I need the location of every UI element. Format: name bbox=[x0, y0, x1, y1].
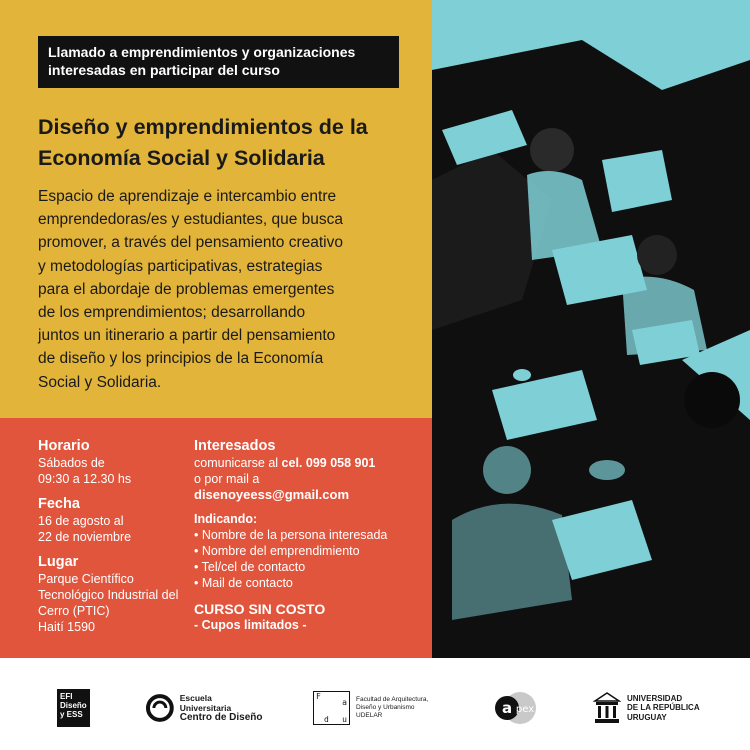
apex-mark bbox=[493, 688, 538, 728]
horario-line-1: Sábados de bbox=[38, 456, 105, 470]
desc-line: emprendedoras/es y estudiantes, que busca bbox=[38, 211, 344, 229]
workshop-photo-graphic bbox=[432, 0, 750, 658]
indicando-label: Indicando: bbox=[194, 512, 258, 526]
fecha-line-1: 16 de agosto al bbox=[38, 514, 124, 528]
schedule-column bbox=[38, 437, 198, 635]
list-item: • Nombre de la persona interesada bbox=[194, 527, 430, 543]
desc-line: promover, a través del pensamiento creativo bbox=[38, 234, 343, 252]
contact-column bbox=[194, 437, 430, 633]
lugar-label: Lugar bbox=[38, 554, 79, 570]
title-line-1: Diseño y emprendimientos de la bbox=[38, 115, 368, 139]
cost-subtitle: - Cupos limitados - bbox=[194, 618, 307, 632]
banner-line-2: interesadas en participar del curso bbox=[48, 62, 280, 78]
udelar-line-2: DE LA REPÚBLICA bbox=[627, 703, 700, 713]
apex-letter: a bbox=[501, 699, 513, 717]
fadu-line-1: Facultad de Arquitectura, bbox=[356, 696, 429, 703]
desc-line: de diseño y los principios de la Economía bbox=[38, 350, 324, 368]
intro-panel bbox=[0, 0, 432, 418]
efi-line-2: Diseño bbox=[60, 701, 87, 710]
fadu-letter: u bbox=[342, 715, 347, 724]
email-address[interactable]: disenoyeess@gmail.com bbox=[194, 487, 350, 502]
banner-line-1: Llamado a emprendimientos y organizaciones bbox=[48, 44, 356, 60]
fecha-line-2: 22 de noviembre bbox=[38, 530, 132, 544]
udelar-name bbox=[627, 694, 700, 723]
desc-line: para el abordaje de problemas emergentes bbox=[38, 280, 335, 298]
lugar-line-2: Tecnológico Industrial del bbox=[38, 588, 179, 602]
course-title bbox=[38, 112, 418, 174]
desc-line: Social y Solidaria. bbox=[38, 373, 162, 391]
eucd-circle-icon bbox=[145, 693, 175, 723]
desc-line: de los emprendimientos; desarrollando bbox=[38, 304, 306, 322]
efi-line-3: y ESS bbox=[60, 710, 83, 719]
horario-line-2: 09:30 a 12.30 hs bbox=[38, 472, 132, 486]
desc-line: Espacio de aprendizaje e intercambio entre bbox=[38, 188, 337, 205]
list-item: • Mail de contacto bbox=[194, 575, 430, 591]
desc-line: juntos un itinerario a partir del pensamiento bbox=[38, 327, 336, 345]
required-info-list bbox=[194, 527, 430, 591]
fadu-name bbox=[356, 696, 428, 720]
workshop-photo bbox=[432, 0, 750, 658]
horario-label: Horario bbox=[38, 438, 90, 454]
cost-title: CURSO SIN COSTO bbox=[194, 601, 326, 617]
fadu-letter: F bbox=[316, 692, 321, 701]
fecha-label: Fecha bbox=[38, 496, 80, 512]
efi-line-1: EFI bbox=[60, 692, 73, 701]
interesados-label: Interesados bbox=[194, 438, 276, 454]
fadu-line-3: UDELAR bbox=[356, 712, 383, 719]
udelar-line-3: URUGUAY bbox=[627, 712, 667, 722]
apex-text: pex bbox=[515, 704, 535, 715]
efi-logo bbox=[57, 689, 90, 727]
contact-line bbox=[194, 455, 430, 471]
apex-logo bbox=[493, 688, 538, 728]
eucd-name bbox=[180, 693, 265, 723]
fadu-line-2: Diseño y Urbanismo bbox=[356, 704, 415, 711]
list-item: • Tel/cel de contacto bbox=[194, 559, 430, 575]
desc-line: y metodologías participativas, estrategias bbox=[38, 257, 323, 275]
udelar-building-icon bbox=[593, 691, 621, 725]
udelar-line-1: UNIVERSIDAD bbox=[627, 693, 683, 703]
udelar-logo bbox=[593, 688, 703, 728]
list-item: • Nombre del emprendimiento bbox=[194, 543, 430, 559]
fadu-letter: d bbox=[324, 715, 329, 724]
course-description bbox=[38, 185, 423, 394]
eucd-line-1: Escuela Universitaria bbox=[179, 693, 232, 713]
phone-number[interactable]: cel. 099 058 901 bbox=[281, 456, 376, 470]
contact-prefix: comunicarse al bbox=[194, 456, 282, 470]
mail-prefix: o por mail a bbox=[194, 472, 260, 486]
eucd-logo bbox=[145, 688, 265, 728]
fadu-logo bbox=[313, 688, 453, 728]
title-line-2: Economía Social y Solidaria bbox=[38, 146, 325, 170]
call-banner bbox=[38, 36, 399, 88]
lugar-line-4: Haití 1590 bbox=[38, 620, 95, 634]
lugar-line-3: Cerro (PTIC) bbox=[38, 604, 110, 618]
fadu-letter: a bbox=[342, 698, 347, 707]
eucd-line-2: Centro de Diseño bbox=[179, 712, 263, 723]
fadu-mark bbox=[313, 691, 350, 725]
lugar-line-1: Parque Científico bbox=[38, 572, 134, 586]
